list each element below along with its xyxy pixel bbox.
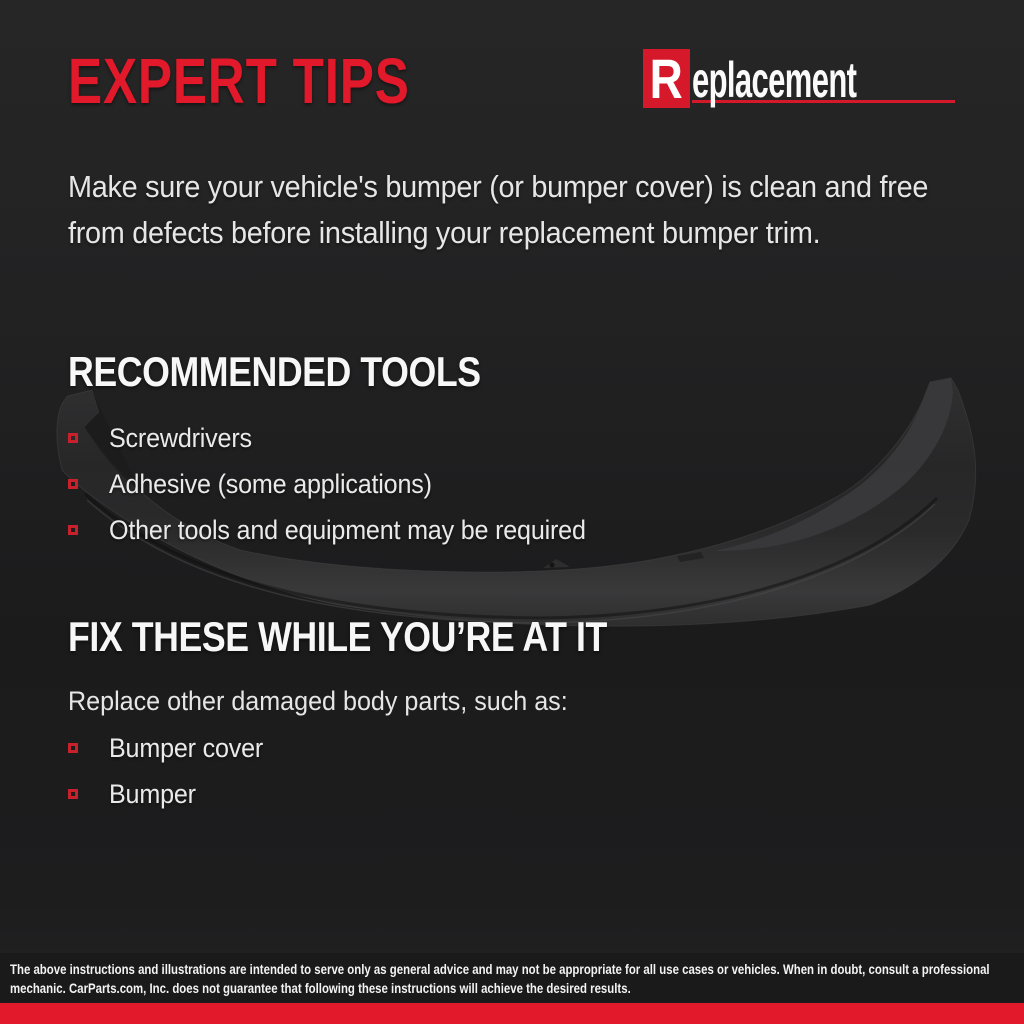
bottom-red-bar: [0, 1003, 1024, 1024]
bumper-tab-hole: [550, 563, 555, 568]
list-item: [68, 415, 622, 461]
list-item-label: Screwdrivers: [109, 422, 252, 453]
recommended-tools-list: [68, 415, 622, 553]
fix-these-list: [68, 725, 275, 817]
page-title: EXPERT TIPS: [68, 45, 410, 117]
bullet-square-icon: [68, 743, 78, 753]
bumper-tab: [543, 559, 570, 568]
heading-fix-these: FIX THESE WHILE YOU’RE AT IT: [68, 613, 607, 660]
heading-recommended-tools: RECOMMENDED TOOLS: [68, 348, 481, 395]
list-item: [68, 771, 275, 817]
list-item-label: Other tools and equipment may be required: [109, 514, 586, 545]
list-item-label: Bumper cover: [109, 732, 264, 763]
list-item-label: Bumper: [109, 778, 196, 809]
list-item: [68, 461, 622, 507]
list-item: [68, 725, 275, 771]
bullet-square-icon: [68, 789, 78, 799]
replacement-logo: [643, 46, 957, 108]
disclaimer-text: The above instructions and illustrations are intended to serve only as general advice and may not be appropriate for all use cases or vehicles. When in doubt, consult a professional mechanic. CarParts.com, Inc. does not guarantee that following these instructions will achieve the desired results.: [10, 961, 990, 996]
intro-paragraph: Make sure your vehicle's bumper (or bumper cover) is clean and free from defects before installing your replacement bumper trim.: [68, 169, 929, 250]
bullet-square-icon: [68, 433, 78, 443]
logo-r-icon: R: [643, 49, 690, 108]
fix-these-lead: Replace other damaged body parts, such as:: [68, 686, 568, 716]
bullet-square-icon: [68, 479, 78, 489]
logo-text: eplacement: [691, 52, 857, 108]
list-item-label: Adhesive (some applications): [109, 468, 432, 499]
list-item: [68, 507, 622, 553]
bullet-square-icon: [68, 525, 78, 535]
footer: [0, 953, 1024, 1003]
